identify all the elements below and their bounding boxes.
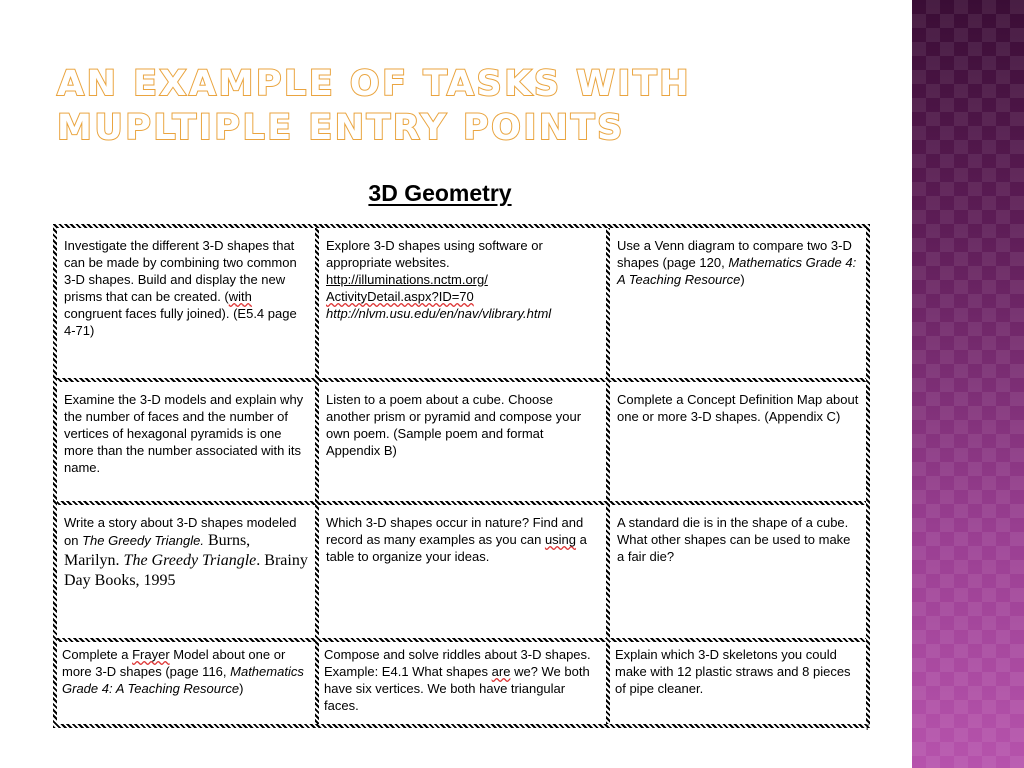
task-cell-text: Complete a bbox=[62, 647, 133, 662]
task-cell bbox=[57, 228, 315, 378]
task-cell-text: Burns, Marilyn. bbox=[64, 532, 251, 569]
task-cell-text: Listen to a poem about a cube. Choose another prism or pyramid and compose your own poem. (Sample poem and format Appendix B) bbox=[326, 392, 582, 458]
task-cell bbox=[57, 642, 315, 724]
task-cell-text: with bbox=[228, 289, 252, 304]
task-cell-text: http://nlvm.usu.edu/en/nav/vlibrary.html bbox=[326, 306, 552, 321]
task-cell-text: congruent faces fully joined). (E5.4 page 4-71) bbox=[64, 306, 297, 338]
task-cell-text: Compose and solve riddles about 3-D shapes. Example: E4.1 What shapes bbox=[324, 647, 591, 679]
corner-mark: r bbox=[866, 722, 870, 733]
task-cell-text[interactable]: ActivityDetail.aspx?ID=70 bbox=[326, 289, 474, 304]
task-cell bbox=[57, 382, 315, 501]
task-cell-text: . Brainy Day Books, 1995 bbox=[64, 552, 308, 589]
task-cell bbox=[610, 228, 866, 378]
section-heading bbox=[0, 180, 880, 207]
task-cell-text: Complete a Concept Definition Map about one or more 3-D shapes. (Appendix C) bbox=[617, 392, 859, 424]
task-cell-text: A standard die is in the shape of a cube. What other shapes can be used to make a fair die? bbox=[617, 515, 851, 564]
task-cell bbox=[319, 382, 606, 501]
task-cell-text: Use a Venn diagram to compare two 3-D shapes (page 120, bbox=[617, 238, 852, 270]
task-cell-text: Mathematics Grade 4: A Teaching Resource bbox=[617, 255, 857, 287]
task-cell bbox=[319, 228, 606, 378]
task-cell-text: Mathematics Grade 4: A Teaching Resource bbox=[62, 664, 304, 696]
task-cell-text: Explore 3-D shapes using software or appropriate websites. bbox=[326, 238, 543, 270]
task-cell-text: Write a story about 3-D shapes modeled on bbox=[64, 515, 297, 548]
task-cell-text: ) bbox=[740, 272, 745, 287]
task-cell bbox=[319, 642, 606, 724]
slide-title-line-2: MUPLTIPLE ENTRY POINTS bbox=[57, 108, 625, 148]
task-cell-text: a table to organize your ideas. bbox=[326, 532, 587, 564]
task-cell-text: ) bbox=[239, 681, 244, 696]
task-cell bbox=[610, 382, 866, 501]
task-cell-text[interactable]: http://illuminations.nctm.org/ bbox=[326, 272, 488, 287]
task-cell-text: Frayer bbox=[132, 647, 170, 662]
task-cell-text: we? We both have six vertices. We both have triangular faces. bbox=[324, 664, 590, 713]
task-cell bbox=[319, 505, 606, 638]
task-cell-text: Investigate the different 3-D shapes that can be made by combining two common 3-D shapes. Build and display the new prisms that can be created. ( bbox=[64, 238, 297, 304]
task-cell-text: Which 3-D shapes occur in nature? Find and record as many examples as you can bbox=[326, 515, 584, 547]
slide-title-line-1: AN EXAMPLE OF TASKS WITH bbox=[57, 64, 692, 104]
task-table bbox=[53, 224, 870, 728]
section-heading-text: 3D Geometry bbox=[368, 180, 512, 206]
decorative-side-band bbox=[912, 0, 1024, 768]
task-cell bbox=[610, 505, 866, 638]
task-cell-text: Examine the 3-D models and explain why the number of faces and the number of vertices of hexagonal pyramids is one more than the number associated with its name. bbox=[64, 392, 304, 475]
task-cell bbox=[610, 642, 866, 724]
task-cell-text: Model about one or more 3-D shapes (page 116, bbox=[62, 647, 286, 679]
task-cell-text: are bbox=[491, 664, 511, 679]
task-cell-text: Explain which 3-D skeletons you could make with 12 plastic straws and 8 pieces of pipe cleaner. bbox=[615, 647, 851, 696]
slide-title bbox=[57, 62, 877, 150]
task-cell-text: using bbox=[544, 532, 577, 547]
task-cell-text: The Greedy Triangle. bbox=[82, 533, 204, 548]
task-cell-text: The Greedy Triangle bbox=[123, 552, 257, 569]
task-grid bbox=[57, 228, 866, 724]
task-cell bbox=[57, 505, 315, 638]
